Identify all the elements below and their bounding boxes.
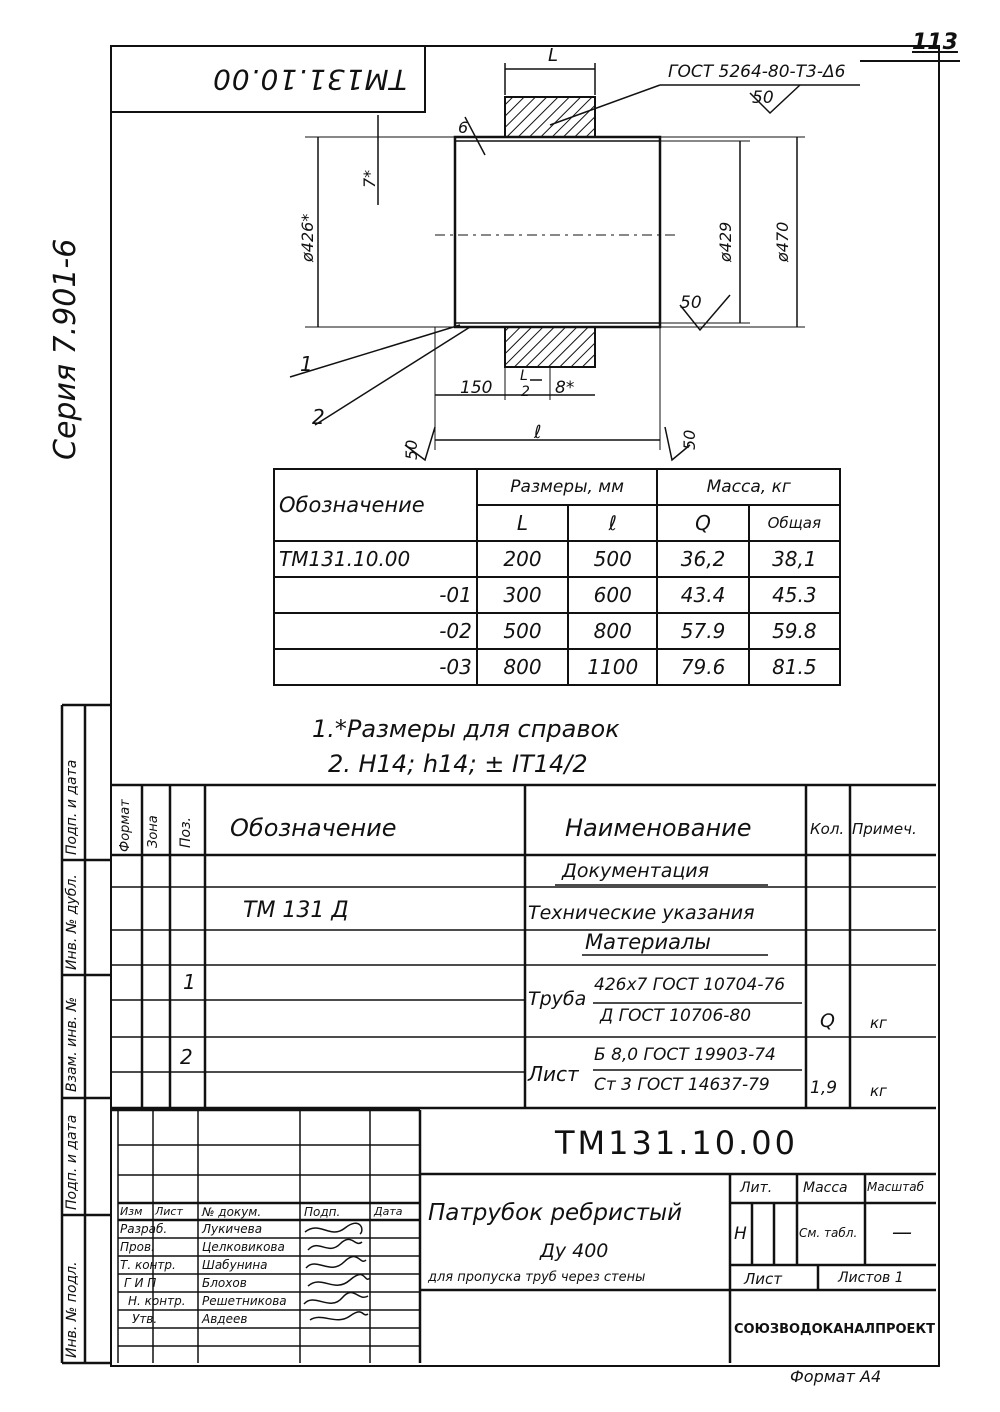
row-L: 800 (477, 649, 568, 685)
weld-gost-label: ГОСТ 5264-80-Т3-Δ6 (668, 62, 846, 82)
spec-header-designation: Обозначение (230, 814, 397, 842)
stamp-h-sheets: Листов 1 (838, 1270, 904, 1286)
row-designation: -02 (274, 613, 477, 649)
spec-header-format: Формат (118, 799, 133, 852)
signer-name: Шабунина (202, 1258, 268, 1272)
note-1: 1.*Размеры для справок (312, 715, 620, 743)
row-total: 45.3 (749, 577, 840, 613)
spec-header-name: Наименование (565, 814, 752, 842)
series-label: Серия 7.901-6 (48, 238, 83, 460)
dim-half-L-num: L (520, 368, 528, 384)
signatures (300, 1220, 372, 1330)
item2-line1: Б 8,0 ГОСТ 19903-74 (594, 1045, 776, 1065)
dim-d429: ø429 (716, 221, 735, 262)
table-header-Q: Q (657, 505, 748, 541)
item1-line1: 426х7 ГОСТ 10704-76 (594, 975, 786, 995)
table-header-L: L (477, 505, 568, 541)
doc-name: Технические указания (528, 902, 755, 924)
row-L: 200 (477, 541, 568, 577)
role: Пров. (120, 1240, 155, 1254)
stamp-h-doc: № докум. (202, 1205, 262, 1219)
item1-unit: кг (870, 1014, 887, 1032)
signer-name: Авдеев (202, 1312, 248, 1326)
dim-7: 7* (360, 169, 379, 188)
item2-name: Лист (528, 1062, 579, 1086)
row-designation: -01 (274, 577, 477, 613)
row-Q: 79.6 (657, 649, 748, 685)
row-Q: 43.4 (657, 577, 748, 613)
side-vzam-inv: Взам. инв. № (64, 996, 80, 1092)
row-l: 500 (568, 541, 657, 577)
row-l: 800 (568, 613, 657, 649)
row-total: 38,1 (749, 541, 840, 577)
signer-name: Блохов (202, 1276, 247, 1290)
corner-code: ТМ131.10.00 (212, 63, 407, 96)
spec-header-pos: Поз. (178, 817, 194, 848)
roughness-left: 50 (402, 439, 421, 460)
role: Утв. (132, 1312, 158, 1326)
roughness-mid: 50 (680, 293, 702, 313)
stamp-h-sign: Подп. (304, 1205, 341, 1219)
position-1-label: 1 (300, 352, 313, 376)
dim-150: 150 (460, 378, 493, 398)
item1-name: Труба (528, 988, 587, 1010)
signer-name: Решетникова (202, 1294, 287, 1308)
side-podp-data-2: Подп. и дата (64, 759, 80, 855)
row-designation: -03 (274, 649, 477, 685)
side-inv-podl: Инв. № подл. (64, 1261, 80, 1358)
stamp-mass: См. табл. (799, 1226, 858, 1240)
row-Q: 36,2 (657, 541, 748, 577)
dim-8: 8* (555, 378, 575, 398)
stamp-h-izm: Изм (120, 1205, 143, 1218)
stamp-title-3: для пропуска труб через стены (428, 1270, 646, 1285)
spec-header-zone: Зона (146, 815, 161, 848)
dim-d426: ø426* (298, 213, 317, 262)
spec-header-note: Примеч. (852, 820, 917, 838)
row-l: 1100 (568, 649, 657, 685)
item2-line2: Ст 3 ГОСТ 14637-79 (594, 1075, 770, 1095)
dim-L-label: L (548, 45, 559, 66)
stamp-title-1: Патрубок ребристый (428, 1200, 683, 1226)
signer-name: Целковикова (202, 1240, 285, 1254)
item2-pos: 2 (180, 1045, 193, 1069)
chamfer-dim: 6 (458, 118, 469, 137)
item2-unit: кг (870, 1082, 887, 1100)
role: Г И П (124, 1276, 157, 1290)
stamp-scale: — (892, 1220, 912, 1244)
stamp-title-2: Ду 400 (540, 1240, 609, 1262)
roughness-top: 50 (752, 88, 774, 108)
row-L: 500 (477, 613, 568, 649)
row-total: 81.5 (749, 649, 840, 685)
stamp-format: Формат А4 (790, 1367, 882, 1386)
table-header-l: ℓ (568, 505, 657, 541)
item2-qty: 1,9 (810, 1078, 838, 1098)
row-total: 59.8 (749, 613, 840, 649)
stamp-h-lit: Лит. (740, 1180, 773, 1196)
section-materials: Материалы (585, 930, 711, 954)
role: Т. контр. (120, 1258, 176, 1272)
side-podp-data-1: Подп. и дата (64, 1114, 80, 1210)
item1-pos: 1 (183, 970, 196, 994)
spec-header-qty: Кол. (810, 820, 845, 838)
page-number: 113 (912, 30, 958, 55)
item1-qty: Q (820, 1010, 835, 1032)
stamp-lit: Н (734, 1224, 747, 1244)
dim-d470: ø470 (773, 221, 792, 262)
section-documentation: Документация (562, 860, 710, 882)
role: Разраб. (120, 1222, 168, 1236)
role: Н. контр. (128, 1294, 186, 1308)
stamp-h-date: Дата (374, 1205, 403, 1218)
row-designation: ТМ131.10.00 (274, 541, 477, 577)
stamp-h-scale: Масштаб (867, 1180, 925, 1194)
dim-l-label: ℓ (534, 422, 542, 443)
doc-code: ТМ 131 Д (243, 898, 349, 923)
table-header-total: Общая (749, 505, 840, 541)
stamp-h-list: Лист (155, 1205, 183, 1218)
stamp-h-mass: Масса (803, 1180, 848, 1196)
table-header-sizes: Размеры, мм (477, 469, 658, 505)
stamp-code: ТМ131.10.00 (555, 1124, 799, 1162)
row-L: 300 (477, 577, 568, 613)
roughness-right: 50 (680, 429, 699, 450)
table-header-designation: Обозначение (274, 469, 477, 541)
item1-line2: Д ГОСТ 10706-80 (600, 1006, 752, 1026)
stamp-org: СОЮЗВОДОКАНАЛПРОЕКТ (734, 1322, 935, 1337)
row-Q: 57.9 (657, 613, 748, 649)
dim-half-L-den: 2 (521, 384, 530, 400)
stamp-h-sheet: Лист (744, 1270, 783, 1288)
side-inv-dubl: Инв. № дубл. (64, 874, 80, 970)
table-header-mass: Масса, кг (657, 469, 840, 505)
signer-name: Лукичева (202, 1222, 263, 1236)
note-2: 2. Н14; h14; ± IT14/2 (328, 750, 588, 778)
row-l: 600 (568, 577, 657, 613)
position-2-label: 2 (312, 405, 325, 429)
